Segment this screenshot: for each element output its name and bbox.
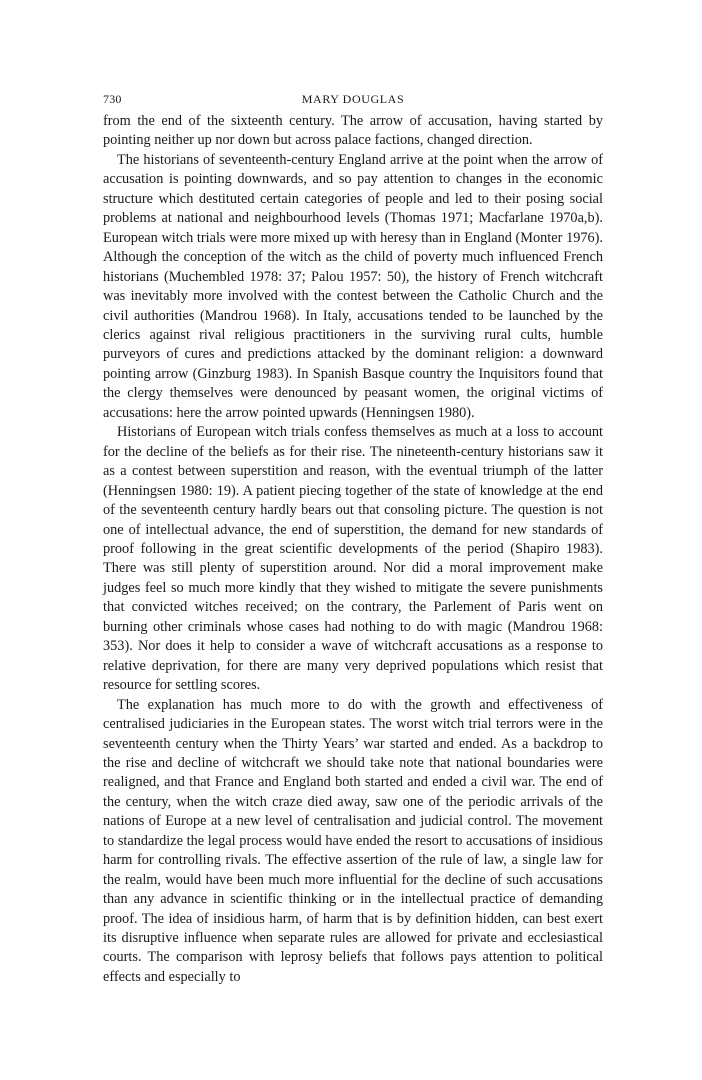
running-header xyxy=(103,92,603,112)
book-page xyxy=(103,92,603,987)
body-text xyxy=(103,112,603,987)
paragraph-historians-england: The historians of seventeenth-century England arrive at the point when the arrow of accusation is pointing downwards, and so pay attention to changes in the economic structure which destituted certain categories of people and led to their posing social problems at national and neighbourhood levels (Thomas 1971; Macfarlane 1970a,b). European witch trials were more mixed up with heresy than in England (Monter 1976). Although the conception of the witch as the child of poverty much influenced French historians (Muchembled 1978: 37; Palou 1957: 50), the history of French witchcraft was inevitably more involved with the contest between the Catholic Church and the civil authorities (Mandrou 1968). In Italy, accusations tended to be launched by the clerics against rival religious practitioners in the surviving rural cults, humble purveyors of cures and predictions attacked by the dominant religion: a downward pointing arrow (Ginzburg 1983). In Spanish Basque country the Inquisitors found that the clergy themselves were denounced by peasant women, the original victims of accusations: here the arrow pointed upwards (Henningsen 1980). xyxy=(103,151,603,421)
paragraph-decline-of-beliefs: Historians of European witch trials confess themselves as much at a loss to account for the decline of the beliefs as for their rise. The nineteenth-century historians saw it as a contest between superstition and reason, with the eventual triumph of the latter (Henningsen 1980: 19). A patient piecing together of the state of knowledge at the end of the seventeenth century hardly bears out that consoling picture. The question is not one of intellectual advance, the end of superstition, the demand for new standards of proof following in the great scientific developments of the period (Shapiro 1983). There was still plenty of superstition around. Nor did a moral improvement make judges feel so much more kindly that they wished to mitigate the severe punishments that convicted witches received; on the contrary, the Parlement of Paris went on burning other criminals whose cases had nothing to do with magic (Mandrou 1968: 353). Nor does it help to consider a wave of witchcraft accusations as a response to relative deprivation, for there are many very deprived populations which resist that resource for settling scores. xyxy=(103,424,603,694)
paragraph-continuation: from the end of the sixteenth century. The arrow of accusation, having started by pointing neither up nor down but across palace factions, changed direction. xyxy=(103,113,603,149)
running-title: MARY DOUGLAS xyxy=(301,92,405,106)
paragraph-centralised-judiciaries: The explanation has much more to do with the growth and effectiveness of centralised judiciaries in the European states. The worst witch trial terrors were in the seventeenth century when the Thirty Years’ war started and ended. As a backdrop to the rise and decline of witchcraft we should take note that national boundaries were realigned, and that France and England both started and ended a civil war. The end of the century, when the witch craze died away, saw one of the periodic arrivals of the nations of Europe at a new level of centralisation and judicial control. The movement to standardize the legal process would have ended the resort to accusations of insidious harm for controlling rivals. The effective assertion of the rule of law, a single law for the realm, would have been much more influential for the decline of such accusations than any advance in scientific thinking or in the intellectual practice of demanding proof. The idea of insidious harm, of harm that is by definition hidden, can best exert its disruptive influence when separate rules are allowed for private and ecclesiastical courts. The comparison with leprosy beliefs that follows pays attention to political effects and especially to xyxy=(103,696,603,985)
page-number: 730 xyxy=(103,92,122,106)
